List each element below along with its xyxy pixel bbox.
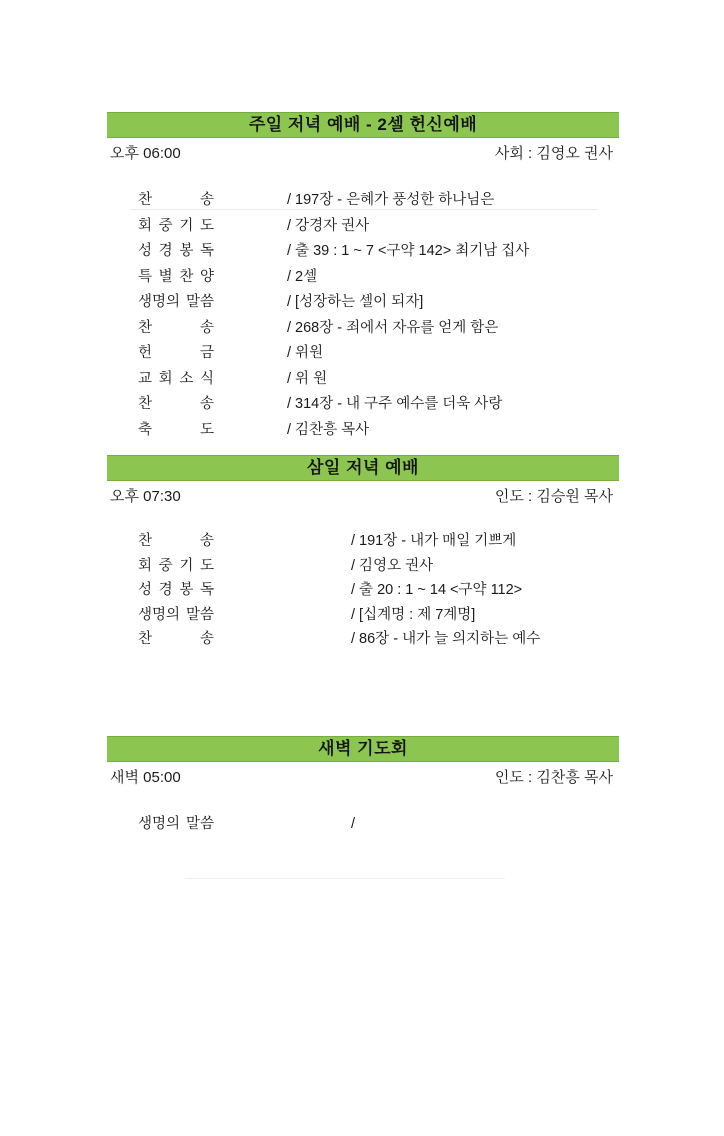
- service-leader: 인도 : 김찬흥 목사: [494, 768, 613, 786]
- service-leader: 사회 : 김영오 권사: [494, 145, 613, 162]
- section-header-bar: [107, 112, 619, 138]
- order-item-label: 생명의 말씀: [138, 294, 214, 310]
- order-item-label: 회 중 기 도: [138, 557, 214, 574]
- order-item-label: 찬 송: [138, 396, 214, 412]
- order-item-value: /: [351, 815, 356, 832]
- order-row: [0, 316, 724, 342]
- service-meta-row: [110, 768, 613, 788]
- order-item-label: 헌 금: [138, 345, 214, 361]
- order-of-worship-list: [0, 188, 724, 443]
- section-header-bar: [107, 455, 619, 481]
- order-item-value: / 2셀: [287, 268, 318, 285]
- order-item-label: 회 중 기 도: [138, 217, 214, 234]
- section-sunday-evening-worship: [0, 112, 724, 449]
- order-row: [0, 265, 724, 291]
- order-row: [0, 554, 724, 579]
- order-item-label: 찬 송: [138, 192, 214, 208]
- service-time: 새벽 05:00: [110, 768, 181, 786]
- order-item-label: 성 경 봉 독: [138, 243, 214, 259]
- service-time: 오후 07:30: [110, 488, 181, 505]
- faint-divider-line: [130, 209, 598, 210]
- section-title: 주일 저녁 예배 - 2셀 헌신예배: [248, 115, 478, 134]
- section-header-bar: [107, 736, 619, 762]
- order-row: [0, 341, 724, 367]
- order-item-label: 생명의 말씀: [138, 606, 214, 623]
- order-of-worship-list: [0, 529, 724, 652]
- order-item-label: 생명의 말씀: [138, 815, 214, 832]
- order-row: [0, 392, 724, 418]
- order-item-value: / 위원: [287, 345, 324, 361]
- order-item-value: / 출 39 : 1 ~ 7 <구약 142> 최기남 집사: [287, 243, 530, 259]
- faint-divider-line: [185, 878, 505, 879]
- order-item-label: 축 도: [138, 421, 214, 438]
- order-row: [0, 290, 724, 316]
- order-item-label: 성 경 봉 독: [138, 582, 214, 599]
- order-item-value: / 김찬흥 목사: [287, 421, 370, 438]
- order-item-label: 교 회 소 식: [138, 370, 214, 387]
- order-item-value: / [성장하는 셀이 되자]: [287, 294, 424, 310]
- order-item-label: 찬 송: [138, 631, 214, 648]
- service-leader: 인도 : 김승원 목사: [494, 488, 613, 505]
- order-row: [0, 627, 724, 652]
- service-time: 오후 06:00: [110, 145, 181, 162]
- order-item-label: 찬 송: [138, 533, 214, 549]
- order-item-value: / [십계명 : 제 7계명]: [351, 606, 476, 623]
- order-item-label: 특 별 찬 양: [138, 268, 214, 285]
- service-meta-row: [110, 487, 613, 507]
- order-item-value: / 268장 - 죄에서 자유를 얻게 함은: [287, 319, 499, 336]
- order-item-value: / 강경자 권사: [287, 217, 370, 234]
- order-item-label: 찬 송: [138, 319, 214, 336]
- order-item-value: / 출 20 : 1 ~ 14 <구약 112>: [351, 582, 523, 599]
- order-row: [0, 239, 724, 265]
- service-meta-row: [110, 144, 613, 164]
- order-row: [0, 812, 724, 837]
- section-title: 새벽 기도회: [318, 738, 408, 758]
- order-item-value: / 314장 - 내 구주 예수를 더욱 사랑: [287, 396, 503, 412]
- order-item-value: / 86장 - 내가 늘 의지하는 예수: [351, 631, 541, 648]
- order-row: [0, 578, 724, 603]
- order-row: [0, 367, 724, 393]
- order-row: [0, 529, 724, 554]
- order-item-value: / 191장 - 내가 매일 기쁘게: [351, 533, 517, 549]
- order-row: [0, 214, 724, 240]
- section-wednesday-evening-worship: [0, 455, 724, 652]
- order-row: [0, 603, 724, 628]
- order-item-value: / 위 원: [287, 370, 328, 387]
- order-of-worship-list: [0, 812, 724, 837]
- order-item-value: / 197장 - 은혜가 풍성한 하나님은: [287, 192, 495, 208]
- section-dawn-prayer-meeting: [0, 736, 724, 837]
- order-row: [0, 418, 724, 444]
- order-item-value: / 김영오 권사: [351, 557, 434, 574]
- section-title: 삼일 저녁 예배: [307, 458, 419, 477]
